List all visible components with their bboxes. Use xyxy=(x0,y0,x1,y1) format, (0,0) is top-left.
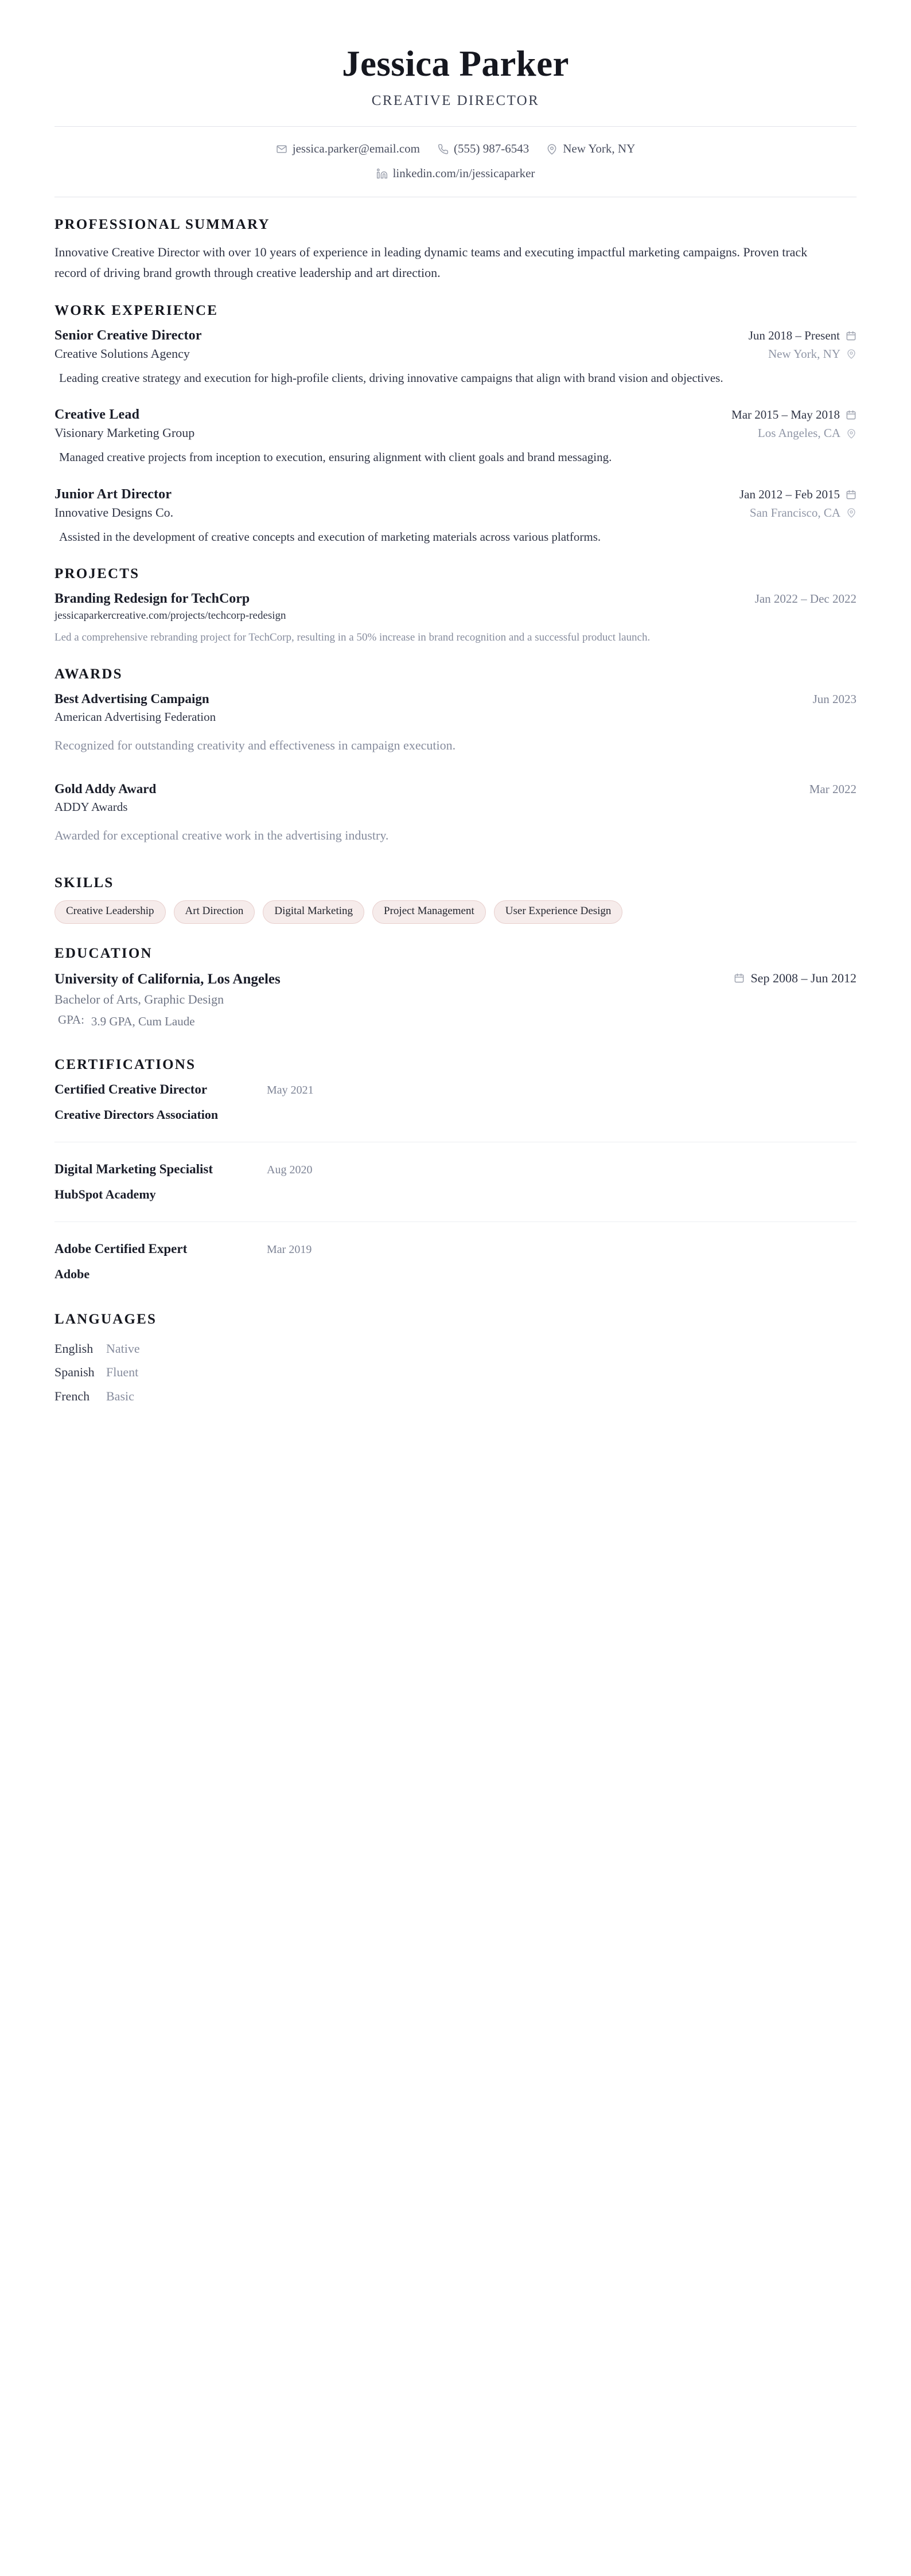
section-professional-summary xyxy=(54,217,857,283)
award-description: Awarded for exceptional creative work in the advertising industry. xyxy=(54,828,389,842)
section-certifications xyxy=(54,1057,857,1282)
education-gpa-value: 3.9 GPA, Cum Laude xyxy=(91,1014,195,1029)
candidate-name: Jessica Parker xyxy=(342,44,569,84)
language-level: Fluent xyxy=(106,1365,139,1380)
language-name: English xyxy=(54,1341,94,1356)
skill-pill: Creative Leadership xyxy=(54,900,166,924)
experience-location-text: San Francisco, CA xyxy=(749,505,840,520)
certification-date: May 2021 xyxy=(267,1083,314,1096)
section-languages xyxy=(54,1312,857,1408)
certification-name: Adobe Certified Expert xyxy=(54,1241,188,1256)
experience-header-row xyxy=(54,328,857,344)
experience-item xyxy=(54,407,857,467)
experience-role: Junior Art Director xyxy=(54,486,172,502)
contact-block xyxy=(54,127,857,197)
calendar-icon xyxy=(846,330,857,341)
experience-dates xyxy=(731,408,857,422)
experience-company: Innovative Designs Co. xyxy=(54,505,174,520)
contact-email[interactable] xyxy=(276,139,420,159)
skill-pill: Digital Marketing xyxy=(263,900,364,924)
experience-subheader-row xyxy=(54,423,857,440)
certification-date: Aug 2020 xyxy=(267,1163,313,1176)
project-item xyxy=(54,591,857,646)
award-date: Mar 2022 xyxy=(809,782,857,796)
award-header-row xyxy=(54,692,857,707)
experience-company: Visionary Marketing Group xyxy=(54,426,195,440)
experience-subheader-row xyxy=(54,344,857,361)
experience-role: Senior Creative Director xyxy=(54,327,202,343)
linkedin-icon xyxy=(376,168,388,179)
contact-phone-text: (555) 987-6543 xyxy=(454,142,530,156)
contact-location-text: New York, NY xyxy=(563,142,636,156)
language-name: French xyxy=(54,1389,90,1404)
education-dates-text: Sep 2008 – Jun 2012 xyxy=(750,970,857,985)
award-item xyxy=(54,782,857,845)
experience-bullet: Assisted in the development of creative concepts and execution of marketing materials across various platforms. xyxy=(59,529,601,544)
calendar-icon xyxy=(734,973,745,983)
award-description: Recognized for outstanding creativity and effectiveness in campaign execution. xyxy=(54,737,456,752)
skill-pill: Art Direction xyxy=(174,900,255,924)
section-work-experience xyxy=(54,303,857,547)
summary-text: Innovative Creative Director with over 10 years of experience in leading dynamic teams and executing impactful marketing campaigns. Proven track record of driving brand growth through creative leadership and art direction. xyxy=(54,245,808,280)
language-level: Basic xyxy=(106,1389,134,1404)
experience-dates-text: Mar 2015 – May 2018 xyxy=(731,408,840,422)
experience-header-row xyxy=(54,407,857,423)
experience-item xyxy=(54,328,857,388)
section-education xyxy=(54,946,857,1031)
certification-item xyxy=(54,1242,857,1282)
language-level: Native xyxy=(106,1341,140,1356)
experience-location-text: New York, NY xyxy=(768,346,840,361)
award-date: Jun 2023 xyxy=(812,692,857,706)
calendar-icon xyxy=(846,409,857,420)
certifications-heading: CERTIFICATIONS xyxy=(54,1056,196,1072)
education-gpa-label: GPA: xyxy=(58,1013,84,1027)
skills-heading: SKILLS xyxy=(54,875,114,891)
certification-item xyxy=(54,1162,857,1222)
contact-linkedin-text: linkedin.com/in/jessicaparker xyxy=(392,166,535,180)
certification-issuer: Creative Directors Association xyxy=(54,1107,219,1122)
language-row xyxy=(54,1384,857,1408)
certification-name: Certified Creative Director xyxy=(54,1082,208,1096)
location-pin-icon xyxy=(846,349,857,359)
project-name: Branding Redesign for TechCorp xyxy=(54,591,250,607)
skill-pill: User Experience Design xyxy=(494,900,623,924)
award-organization: American Advertising Federation xyxy=(54,709,216,724)
education-school: University of California, Los Angeles xyxy=(54,971,281,988)
section-awards xyxy=(54,666,857,845)
project-description: Led a comprehensive rebranding project for TechCorp, resulting in a 50% increase in brand recognition and a successful product launch. xyxy=(54,631,651,644)
language-name: Spanish xyxy=(54,1365,95,1380)
project-url[interactable]: jessicaparkercreative.com/projects/techcorp-redesign xyxy=(54,610,286,622)
contact-linkedin[interactable] xyxy=(376,164,535,184)
experience-role: Creative Lead xyxy=(54,407,140,423)
candidate-title: CREATIVE DIRECTOR xyxy=(371,93,540,109)
skill-pill: Project Management xyxy=(372,900,486,924)
certification-header-row xyxy=(54,1082,857,1097)
experience-item xyxy=(54,487,857,547)
education-heading: EDUCATION xyxy=(54,945,153,961)
page-bottom-spacer xyxy=(54,1408,857,1730)
award-name: Gold Addy Award xyxy=(54,781,157,796)
language-row xyxy=(54,1360,857,1384)
contact-phone[interactable] xyxy=(437,139,529,159)
experience-location xyxy=(758,426,857,440)
experience-subheader-row xyxy=(54,502,857,520)
experience-bullet: Managed creative projects from inception to execution, ensuring alignment with client goals and brand messaging. xyxy=(59,450,612,465)
education-header-row xyxy=(54,971,857,988)
certification-issuer: Adobe xyxy=(54,1266,90,1281)
skills-list xyxy=(54,900,857,924)
projects-heading: PROJECTS xyxy=(54,566,140,582)
education-item xyxy=(54,971,857,1031)
summary-heading: PROFESSIONAL SUMMARY xyxy=(54,217,270,233)
experience-location-text: Los Angeles, CA xyxy=(757,426,840,440)
experience-location xyxy=(768,347,857,361)
education-dates xyxy=(734,971,857,986)
project-dates: Jan 2022 – Dec 2022 xyxy=(754,592,857,606)
education-gpa xyxy=(54,1013,857,1030)
award-name: Best Advertising Campaign xyxy=(54,691,209,706)
experience-dates xyxy=(749,329,857,343)
contact-line-primary xyxy=(54,139,857,159)
contact-location xyxy=(546,139,635,159)
education-degree: Bachelor of Arts, Graphic Design xyxy=(54,992,224,1007)
resume-header xyxy=(54,0,857,109)
contact-line-secondary xyxy=(54,164,857,184)
certification-header-row xyxy=(54,1242,857,1256)
experience-bullet: Leading creative strategy and execution for high-profile clients, driving innovative campaigns that align with brand vision and objectives. xyxy=(59,370,723,385)
language-row xyxy=(54,1337,857,1361)
languages-heading: LANGUAGES xyxy=(54,1311,157,1327)
languages-list xyxy=(54,1337,857,1408)
experience-location xyxy=(750,506,857,520)
experience-dates xyxy=(739,487,857,502)
project-header-row xyxy=(54,591,857,607)
experience-company: Creative Solutions Agency xyxy=(54,346,190,361)
award-organization: ADDY Awards xyxy=(54,799,128,814)
location-pin-icon xyxy=(546,143,558,155)
certification-item xyxy=(54,1082,857,1142)
certification-header-row xyxy=(54,1162,857,1177)
calendar-icon xyxy=(846,489,857,500)
contact-email-text: jessica.parker@email.com xyxy=(292,142,420,156)
awards-heading: AWARDS xyxy=(54,666,123,682)
experience-dates-text: Jun 2018 – Present xyxy=(748,328,840,342)
certification-date: Mar 2019 xyxy=(267,1243,312,1256)
certification-name: Digital Marketing Specialist xyxy=(54,1161,213,1176)
experience-heading: WORK EXPERIENCE xyxy=(54,302,219,318)
section-projects xyxy=(54,566,857,646)
phone-icon xyxy=(437,143,449,155)
location-pin-icon xyxy=(846,508,857,518)
experience-header-row xyxy=(54,487,857,502)
experience-dates-text: Jan 2012 – Feb 2015 xyxy=(739,487,840,501)
award-item xyxy=(54,692,857,755)
award-header-row xyxy=(54,782,857,797)
email-icon xyxy=(276,143,287,155)
section-skills xyxy=(54,875,857,924)
certification-issuer: HubSpot Academy xyxy=(54,1186,156,1201)
location-pin-icon xyxy=(846,428,857,439)
